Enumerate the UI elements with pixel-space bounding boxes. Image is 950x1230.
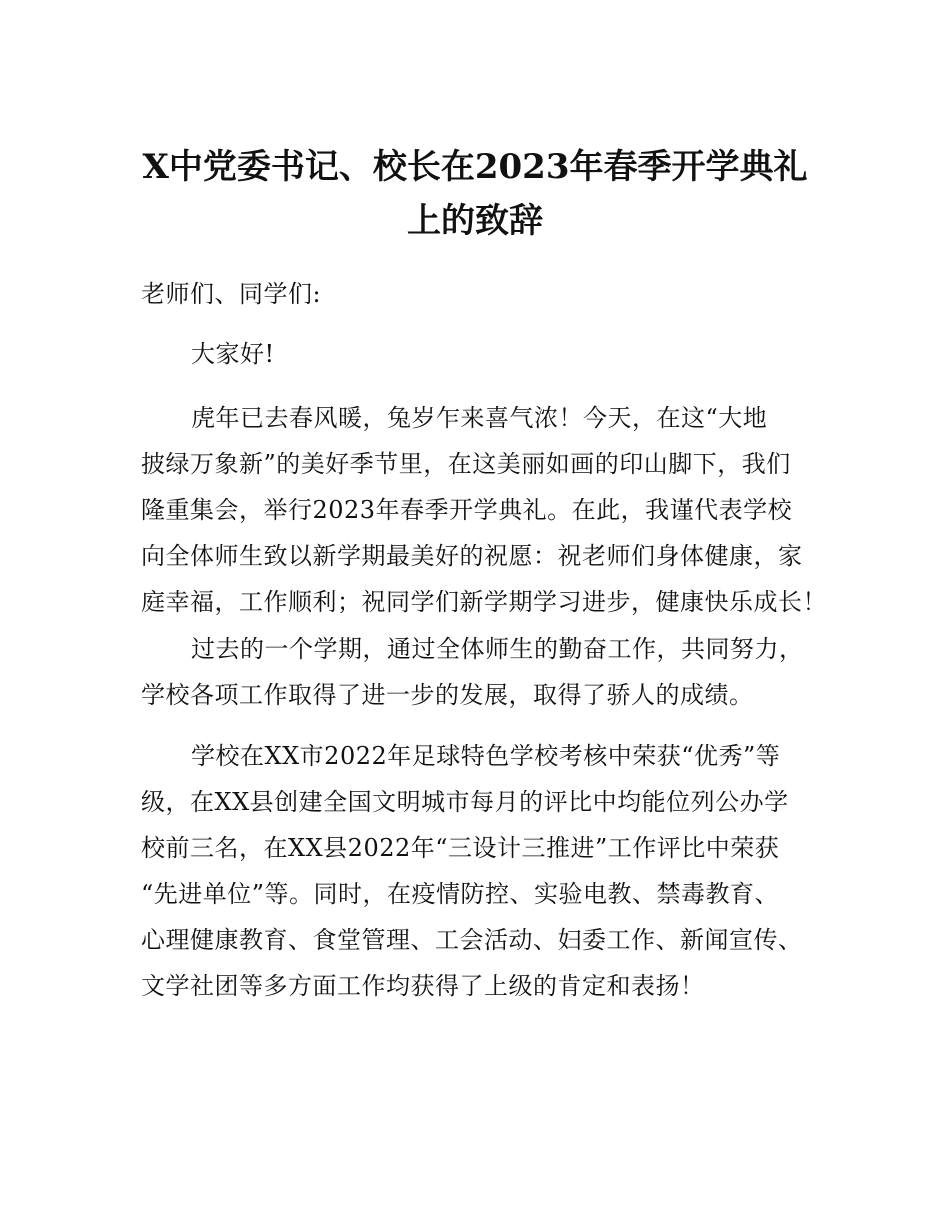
paragraph-opening	[141, 395, 831, 625]
paragraph-line: 心理健康教育、食堂管理、工会活动、妇委工作、新闻宣传、	[141, 926, 803, 954]
paragraph-review	[141, 626, 831, 718]
paragraph-line: 虎年已去春风暖，兔岁乍来喜气浓！今天，在这“大地	[191, 404, 768, 432]
paragraph-line: 级，在XX县创建全国文明城市每月的评比中均能位列公办学	[141, 788, 789, 816]
paragraph-line: 学校在XX市2022年足球特色学校考核中荣获“优秀”等	[191, 742, 781, 770]
greeting-text: 大家好!	[191, 340, 275, 368]
paragraph-line: 过去的一个学期，通过全体师生的勤奋工作，共同努力，	[191, 635, 804, 663]
paragraph-line: 学校各项工作取得了进一步的发展，取得了骄人的成绩。	[141, 681, 754, 709]
paragraph-line: 庭幸福，工作顺利；祝同学们新学期学习进步，健康快乐成长！	[141, 588, 827, 616]
title-line: 上的致辞	[407, 201, 543, 241]
paragraph-achievements	[141, 733, 831, 1009]
salutation	[141, 271, 831, 317]
title-line: X中党委书记、校长在2023年春季开学典礼	[142, 147, 808, 187]
salutation-text: 老师们、同学们:	[141, 280, 322, 308]
greeting	[141, 331, 831, 377]
paragraph-line: 向全体师生致以新学期最美好的祝愿：祝老师们身体健康，家	[141, 542, 803, 570]
document-title	[120, 140, 830, 248]
paragraph-line: 披绿万象新”的美好季节里，在这美丽如画的印山脚下，我们	[141, 450, 791, 478]
paragraph-line: “先进单位”等。同时，在疫情防控、实验电教、禁毒教育、	[141, 880, 780, 908]
paragraph-line: 文学社团等多方面工作均获得了上级的肯定和表扬！	[141, 972, 705, 1000]
paragraph-line: 隆重集会，举行2023年春季开学典礼。在此，我谨代表学校	[141, 496, 793, 524]
paragraph-line: 校前三名，在XX县2022年“三设计三推进”工作评比中荣获	[141, 834, 780, 862]
